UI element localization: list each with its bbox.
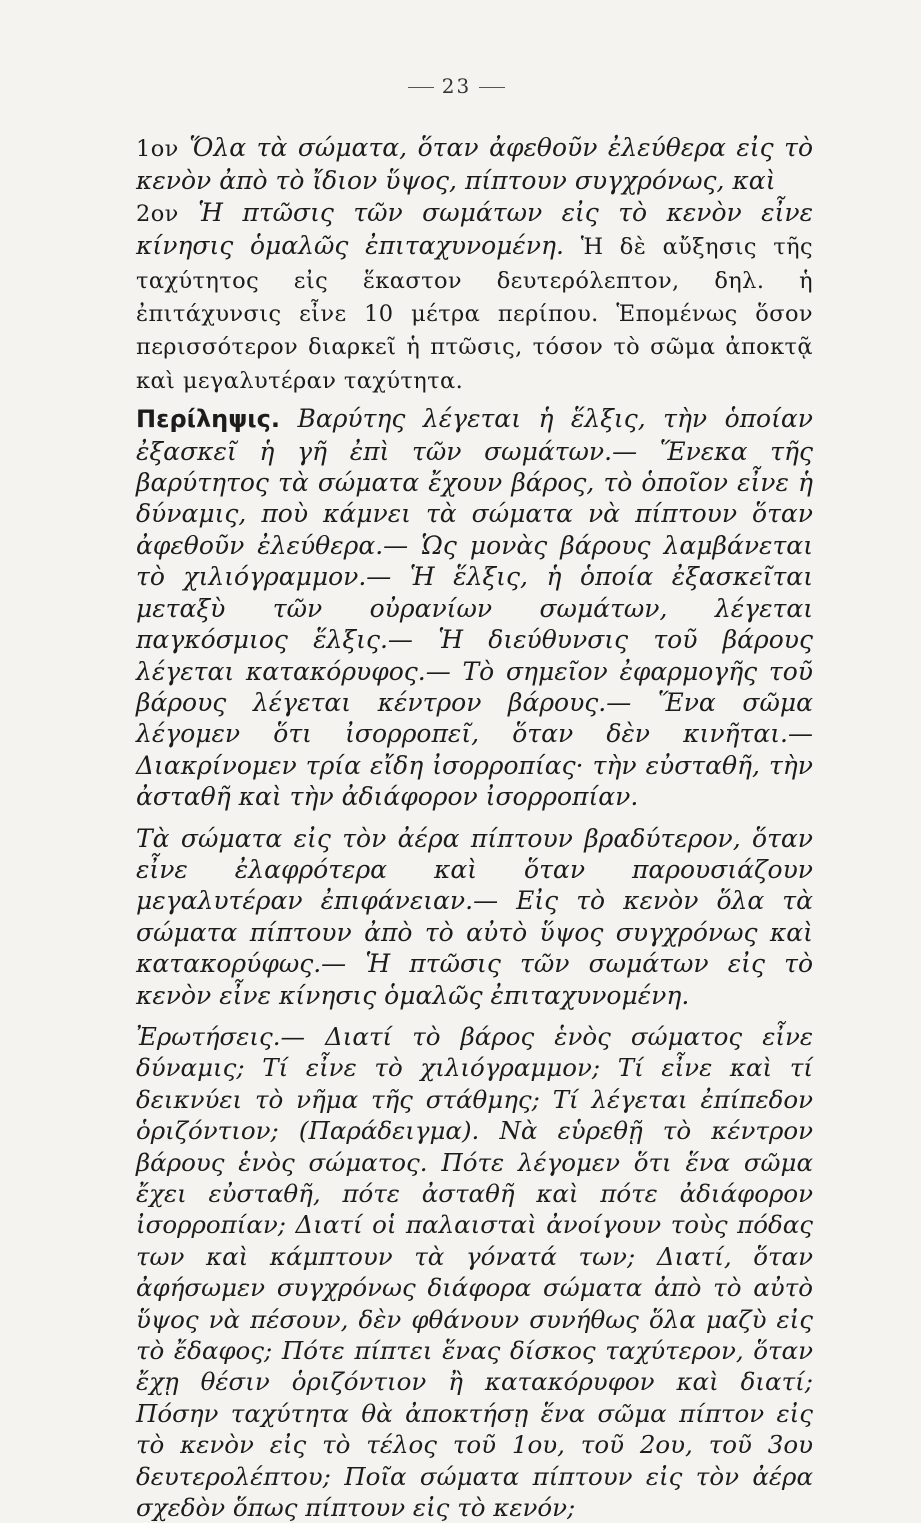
questions-text: Διατί τὸ βάρος ἑνὸς σώματος εἶνε δύναμις; Τί εἶνε τὸ χιλιόγραμμον; Τί εἶνε καὶ τί δεικνύει τὸ νῆμα τῆς στάθμης; Τί λέγεται ἐπίπεδον ὁριζόντιον; (Παράδειγμα). Νὰ εὑρεθῇ τὸ κέντρον βάρους ἑνὸς σώματος. Πότε λέγομεν ὅτι ἕνα σῶμα ἔχει εὐσταθῆ, πότε ἀσταθῆ καὶ πότε ἀδιάφορον ἰσορροπίαν; Διατί οἱ παλαισταὶ ἀνοίγουν τοὺς πόδας των καὶ κάμπτουν τὰ γόνατά των; Διατί, ὅταν ἀφήσωμεν συγχρόνως διάφορα σώματα ἀπὸ τὸ αὐτὸ ὕψος νὰ πέσουν, δὲν φθάνουν συνήθως ὅλα μαζὺ εἰς τὸ ἔδαφος; Πότε πίπτει ἕνας δίσκος ταχύτερον, ὅταν ἔχῃ θέσιν ὁριζόντιον ἢ κατακόρυφον καὶ διατί; Πόσην ταχύτητα θὰ ἀποκτήσῃ ἕνα σῶμα πίπτον εἰς τὸ κενὸν εἰς τὸ τέλος τοῦ 1ου, τοῦ 2ου, τοῦ 3ου δευτερολέπτου; Ποῖα σώματα πίπτουν εἰς τὸν ἀέρα σχεδὸν ὅπως πίπτουν εἰς τὸ κενόν;: [136, 1021, 813, 1523]
falling-bodies-paragraph: [60, 823, 813, 1011]
questions-heading: Ἐρωτήσεις.—: [136, 1021, 305, 1051]
summary-heading: Περίληψις.: [136, 405, 280, 434]
summary-paragraph: [60, 403, 813, 812]
law-1-text: Ὅλα τὰ σώματα, ὅταν ἀφεθοῦν ἐλεύθερα εἰς τὸ κενὸν ἀπὸ τὸ ἴδιον ὕψος, πίπτουν συγχρόνως, καὶ: [136, 133, 813, 196]
page-number: [100, 74, 813, 98]
questions-paragraph: [60, 1021, 813, 1523]
law-1-paragraph: [60, 132, 813, 197]
law-2-text-upright: Ἡ δὲ αὔξησις τῆς ταχύτητος εἰς ἕκαστον δευτερόλεπτον, δηλ. ἡ ἐπιτάχυνσις εἶνε 10 μέτρα περίπου. Ἑπομένως ὅσον περισσότερον διαρκεῖ ἡ πτῶσις, τόσον τὸ σῶμα ἀποκτᾷ καὶ μεγαλυτέραν ταχύτητα.: [136, 234, 813, 394]
law-1-marker: 1ον: [136, 136, 179, 162]
dash-left: [408, 87, 434, 88]
falling-bodies-text: Τὰ σώματα εἰς τὸν ἀέρα πίπτουν βραδύτερον, ὅταν εἶνε ἐλαφρότερα καὶ ὅταν παρουσιάζουν μεγαλυτέραν ἐπιφάνειαν.— Εἰς τὸ κενὸν ὅλα τὰ σώματα πίπτουν ἀπὸ τὸ αὐτὸ ὕψος συγχρόνως καὶ κατακορύφως.— Ἡ πτῶσις τῶν σωμάτων εἰς τὸ κενὸν εἶνε κίνησις ὁμαλῶς ἐπιταχυνομένη.: [136, 823, 813, 1010]
law-2-paragraph: [60, 197, 813, 397]
law-2-marker: 2ον: [136, 200, 179, 227]
summary-text: Βαρύτης λέγεται ἡ ἕλξις, τὴν ὁποίαν ἐξασκεῖ ἡ γῆ ἐπὶ τῶν σωμάτων.— Ἕνεκα τῆς βαρύτητος τὰ σώματα ἔχουν βάρος, τὸ ὁποῖον εἶνε ἡ δύναμις, ποὺ κάμνει τὰ σώματα νὰ πίπτουν ὅταν ἀφεθοῦν ἐλεύθερα.— Ὡς μονὰς βάρους λαμβάνεται τὸ χιλιόγραμμον.— Ἡ ἕλξις, ἡ ὁποία ἐξασκεῖται μεταξὺ τῶν οὐρανίων σωμάτων, λέγεται παγκόσμιος ἕλξις.— Ἡ διεύθυνσις τοῦ βάρους λέγεται κατακόρυφος.— Τὸ σημεῖον ἐφαρμογῆς τοῦ βάρους λέγεται κέντρον βάρους.— Ἕνα σῶμα λέγομεν ὅτι ἰσορροπεῖ, ὅταν δὲν κινῆται.— Διακρίνομεν τρία εἴδη ἰσορροπίας· τὴν εὐσταθῆ, τὴν ἀσταθῆ καὶ τὴν ἀδιάφορον ἰσορροπίαν.: [136, 404, 813, 812]
page-number-value: 23: [441, 74, 472, 98]
dash-right: [479, 87, 505, 88]
law-2-text-italic: Ἡ πτῶσις τῶν σωμάτων εἰς τὸ κενὸν εἶνε κίνησις ὁμαλῶς ἐπιταχυνομένη.: [136, 197, 813, 261]
